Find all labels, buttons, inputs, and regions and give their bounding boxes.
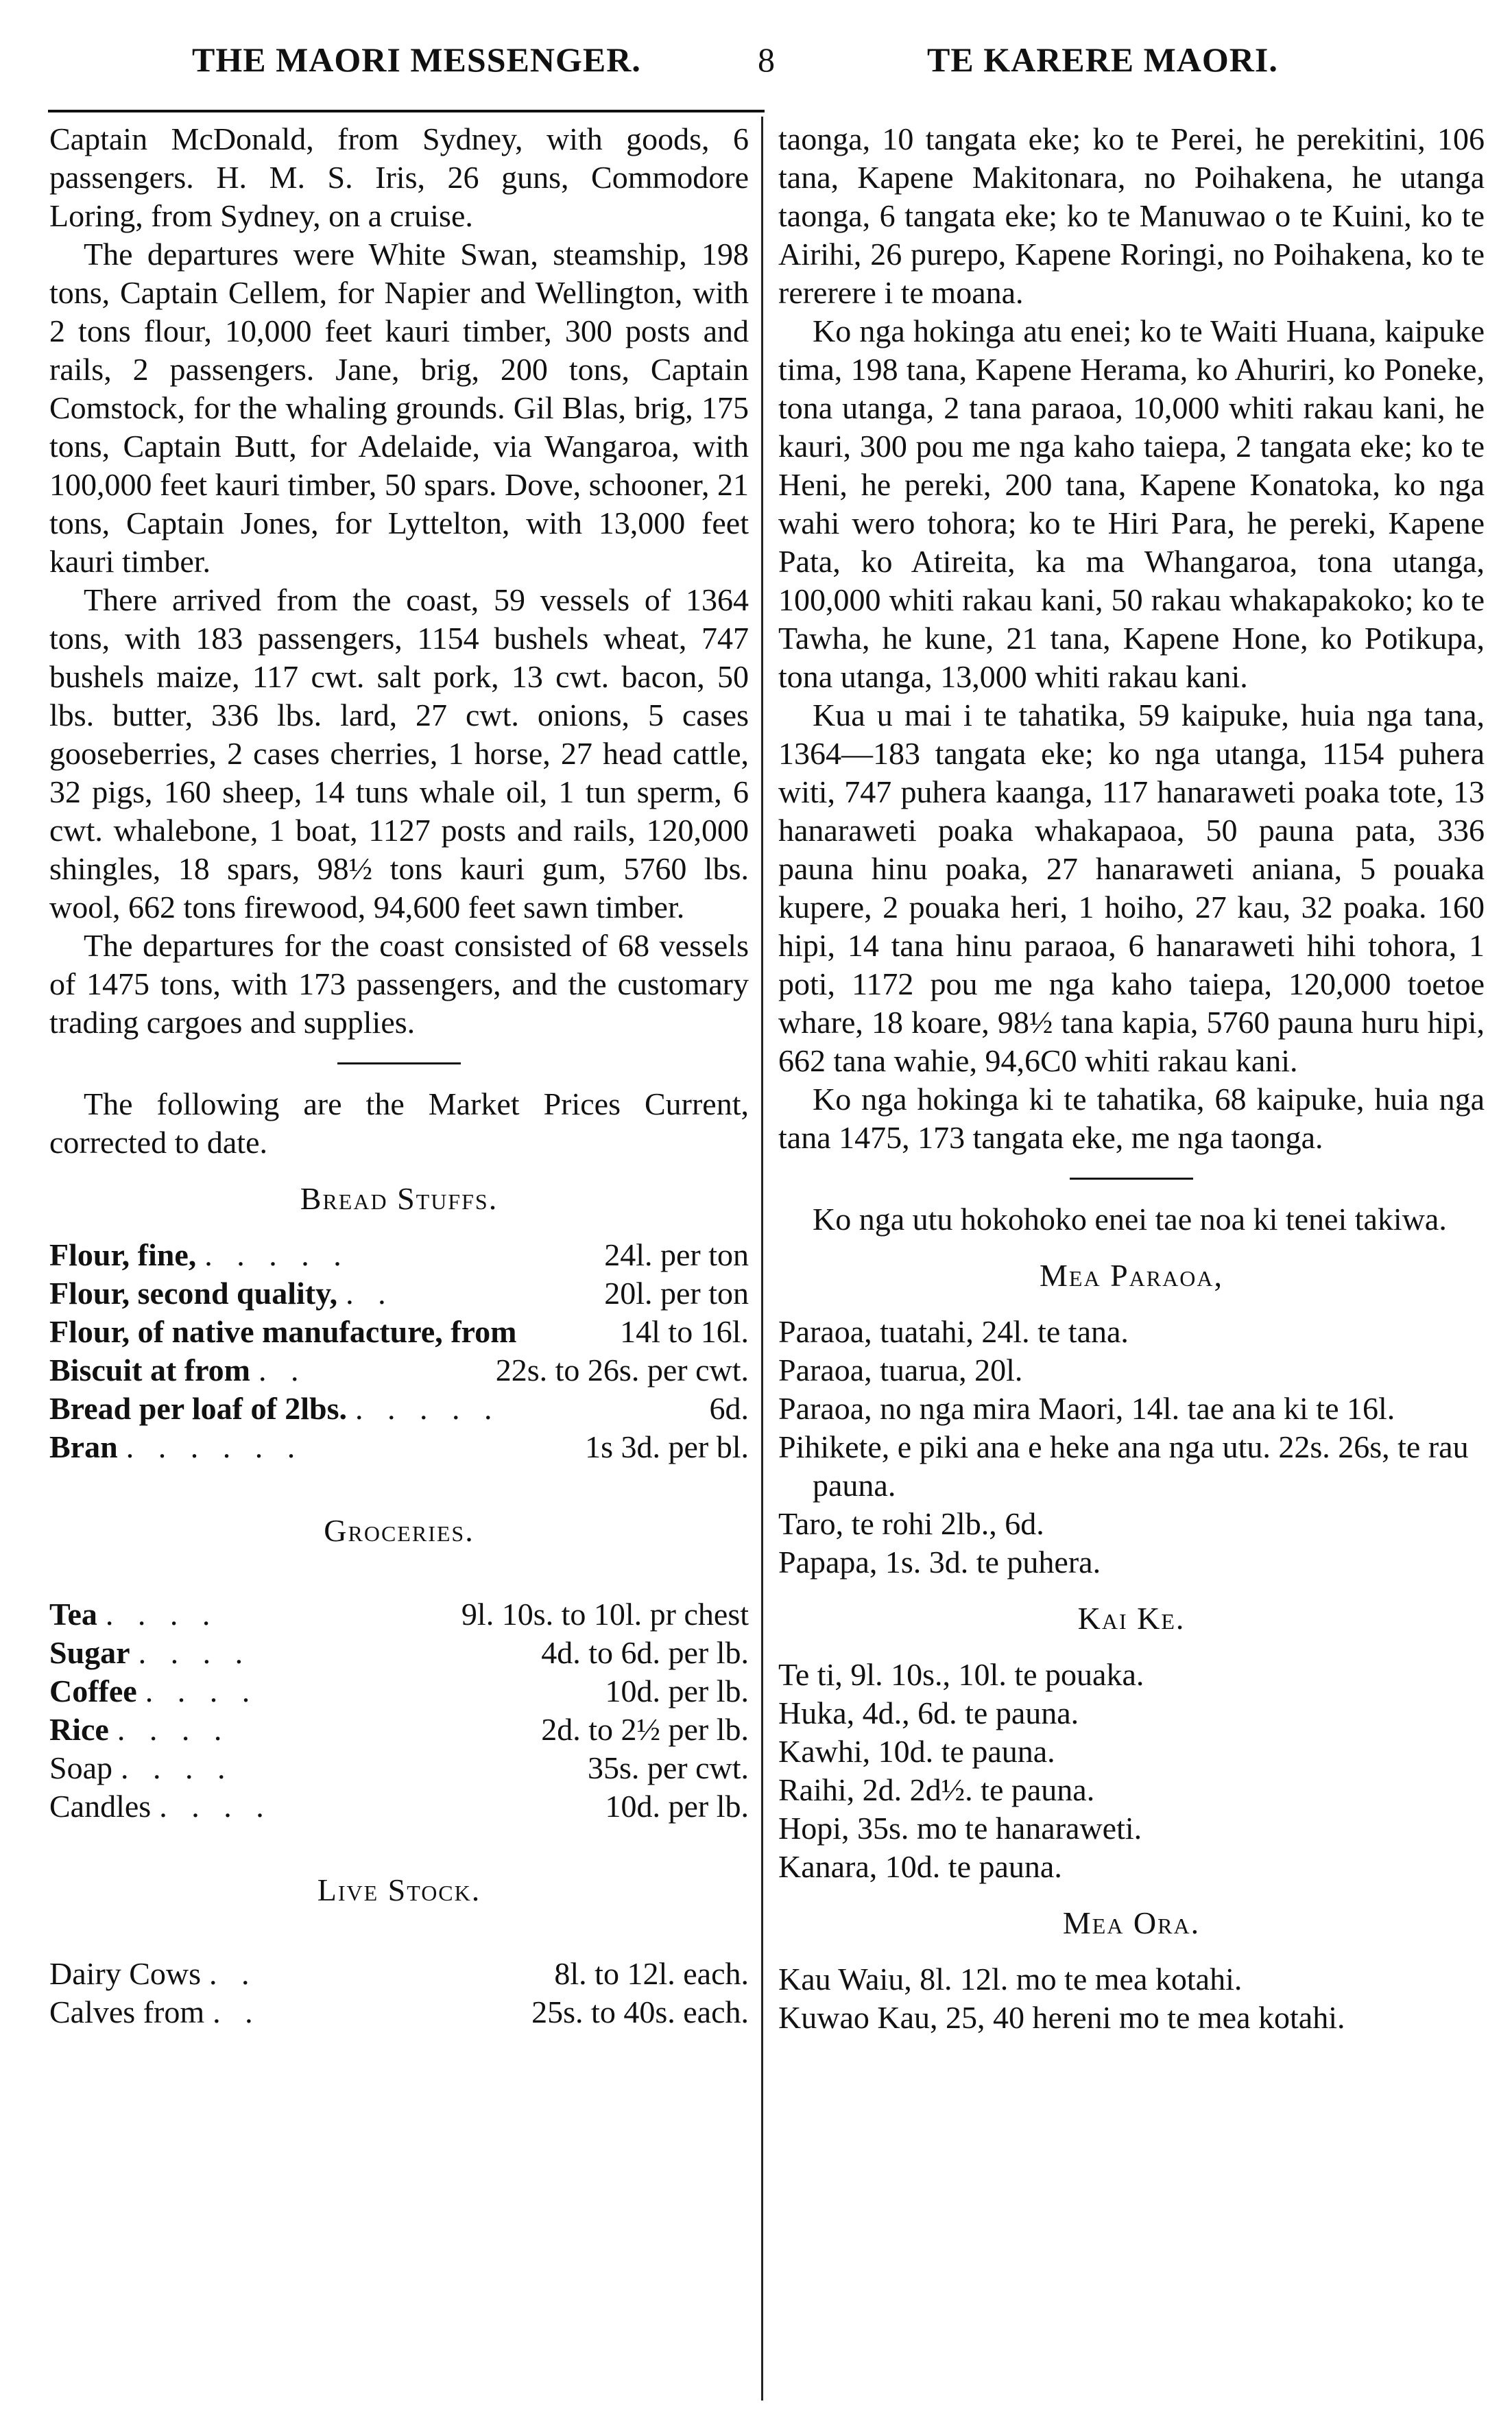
page-header bbox=[48, 40, 1464, 95]
price-value: 9l. 10s. to 10l. pr chest bbox=[461, 1597, 749, 1632]
coastal-departures-paragraph: The departures for the coast consisted of 68 vessels of 1475 tons, with 173 passengers, and the customary trading cargoes and supplies. bbox=[49, 928, 749, 1040]
price-row bbox=[49, 1428, 749, 1466]
leader-dots: . . bbox=[259, 1353, 307, 1387]
coastal-arrivals-paragraph: There arrived from the coast, 59 vessels of 1364 tons, with 183 passengers, 1154 bushels wheat, 747 bushels maize, 117 cwt. salt pork, 13 cwt. bacon, 50 lbs. butter, 336 lbs. lard, 27 cwt. onions, 5 cases gooseberries, 2 cases cherries, 1 horse, 27 head cattle, 32 pigs, 160 sheep, 14 tuns whale oil, 1 tun sperm, 6 cwt. whalebone, 1 boat, 1127 posts and rails, 120,000 shingles, 18 spars, 98½ tons kauri gum, 5760 lbs. wool, 662 tons firewood, 94,600 feet sawn timber. bbox=[49, 582, 749, 925]
price-label: Biscuit at from bbox=[49, 1353, 251, 1387]
price-row bbox=[49, 1236, 749, 1274]
english-masthead: THE MAORI MESSENGER. bbox=[192, 40, 641, 79]
header-rule bbox=[48, 110, 765, 112]
price-label: Dairy Cows bbox=[49, 1956, 202, 1991]
groceries-heading: Groceries. bbox=[324, 1513, 475, 1548]
spacer bbox=[49, 1466, 749, 1494]
spacer bbox=[49, 1568, 749, 1595]
price-label: Candles bbox=[49, 1789, 152, 1824]
price-row bbox=[49, 1711, 749, 1749]
price-row bbox=[49, 1390, 749, 1428]
shipping-paragraph: Captain McDonald, from Sydney, with goods, 6 passengers. H. M. S. Iris, 26 guns, Commodore Loring, from Sydney, on a cruise. bbox=[49, 121, 749, 233]
price-value: 4d. to 6d. per lb. bbox=[541, 1635, 749, 1670]
leader-dots: . . . . bbox=[121, 1750, 234, 1785]
price-label: Flour, of native manufacture, from bbox=[49, 1314, 517, 1349]
live-stock-heading: Live Stock. bbox=[317, 1872, 481, 1907]
price-label: Sugar bbox=[49, 1635, 130, 1670]
price-line: Paraoa, tuatahi, 24l. te tana. bbox=[778, 1314, 1129, 1349]
leader-dots: . . . . bbox=[145, 1673, 259, 1708]
price-value: 2d. to 2½ per lb. bbox=[541, 1712, 749, 1747]
groceries-heading: Kai Ke. bbox=[1077, 1601, 1186, 1636]
maori-column bbox=[778, 120, 1485, 2037]
price-row bbox=[49, 1634, 749, 1672]
leader-dots: . . . . bbox=[138, 1635, 252, 1670]
maori-masthead: TE KARERE MAORI. bbox=[927, 40, 1278, 79]
price-label: Soap bbox=[49, 1750, 112, 1785]
price-value: 10d. per lb. bbox=[605, 1673, 749, 1708]
live-stock-heading: Mea Ora. bbox=[1062, 1905, 1201, 1940]
price-line: Papapa, 1s. 3d. te puhera. bbox=[778, 1545, 1101, 1580]
bread-stuffs-heading: Bread Stuffs. bbox=[300, 1181, 499, 1216]
column-divider bbox=[761, 117, 763, 2401]
leader-dots: . . . . . bbox=[204, 1237, 350, 1272]
price-value: 35s. per cwt. bbox=[587, 1750, 749, 1785]
section-divider bbox=[337, 1062, 461, 1064]
section-divider bbox=[1070, 1178, 1193, 1180]
price-value: 20l. per ton bbox=[604, 1276, 749, 1311]
leader-dots: . . . . bbox=[117, 1712, 230, 1747]
price-row bbox=[49, 1749, 749, 1787]
coastal-arrivals-paragraph: Kua u mai i te tahatika, 59 kaipuke, huia nga tana, 1364—183 tangata eke; ko nga utanga, 1154 puhera witi, 747 puhera kaanga, 117 hanaraweti poaka tote, 13 hanaraweti poaka whakapaoa, 50 pauna pata, 336 pauna hinu poaka, 27 hanaraweti aniana, 5 pouaka kupere, 2 pouaka heri, 1 hoiho, 27 kau, 32 poaka. 160 hipi, 14 tana hinu paraoa, 6 hanaraweti hihi tohora, 1 poti, 1172 pou me nga kaho taiepa, 120,000 toetoe whare, 18 koare, 98½ tana kapia, 5760 pauna huru hipi, 662 tana wahie, 94,6C0 whiti rakau kani. bbox=[778, 698, 1485, 1078]
price-label: Bran bbox=[49, 1429, 118, 1464]
price-label: Flour, second quality, bbox=[49, 1276, 338, 1311]
leader-dots bbox=[516, 1313, 620, 1351]
shipping-paragraph: taonga, 10 tangata eke; ko te Perei, he perekitini, 106 tana, Kapene Makitonara, no Poihakena, he utanga taonga, 6 tangata eke; ko te Manuwao o te Kuini, ko te Airihi, 26 purepo, Kapene Roringi, no Poihakena, ko te rererere i te moana. bbox=[778, 121, 1485, 310]
leader-dots: . . bbox=[213, 1994, 261, 2029]
price-row bbox=[49, 1993, 749, 2032]
leader-dots: . . . . bbox=[105, 1597, 219, 1632]
price-row bbox=[49, 1313, 749, 1351]
spacer bbox=[49, 1826, 749, 1853]
price-label: Tea bbox=[49, 1597, 97, 1632]
price-row bbox=[49, 1955, 749, 1993]
leader-dots: . . bbox=[209, 1956, 258, 1991]
market-intro: Ko nga utu hokohoko enei tae noa ki tenei takiwa. bbox=[813, 1202, 1447, 1237]
price-label: Calves from bbox=[49, 1994, 205, 2029]
price-row bbox=[49, 1595, 749, 1634]
price-row bbox=[49, 1672, 749, 1711]
leader-dots: . . . . . bbox=[355, 1391, 501, 1426]
price-value: 1s 3d. per bl. bbox=[585, 1429, 749, 1464]
departures-paragraph: Ko nga hokinga atu enei; ko te Waiti Huana, kaipuke tima, 198 tana, Kapene Herama, ko Ahuriri, ko Poneke, tona utanga, 2 tana paraoa, 10,000 whiti rakau kani, he kauri, 300 pou me nga kaho taiepa, 2 tangata eke; ko te Heni, he pereki, 200 tana, Kapene Konatoka, ko nga wahi wero tohora; ko te Hiri Para, he pereki, Kapene Pata, ko Atireita, ka ma Whangaroa, tona utanga, 100,000 whiti rakau kani, 50 rakau whakapakoko; ko te Tawha, he kune, 21 tana, Kapene Hone, ko Potikupa, tona utanga, 13,000 whiti rakau kani. bbox=[778, 313, 1485, 694]
price-line: Huka, 4d., 6d. te pauna. bbox=[778, 1695, 1079, 1730]
price-value: 24l. per ton bbox=[604, 1237, 749, 1272]
coastal-departures-paragraph: Ko nga hokinga ki te tahatika, 68 kaipuke, huia nga tana 1475, 173 tangata eke, me nga taonga. bbox=[778, 1082, 1485, 1155]
price-line: Te ti, 9l. 10s., 10l. te pouaka. bbox=[778, 1657, 1144, 1692]
price-value: 6d. bbox=[709, 1391, 749, 1426]
price-line: Paraoa, tuarua, 20l. bbox=[778, 1353, 1023, 1387]
price-label: Rice bbox=[49, 1712, 109, 1747]
price-value: 22s. to 26s. per cwt. bbox=[495, 1353, 749, 1387]
price-line: Paraoa, no nga mira Maori, 14l. tae ana ki te 16l. bbox=[778, 1391, 1395, 1426]
price-line: Kanara, 10d. te pauna. bbox=[778, 1849, 1062, 1884]
departures-paragraph: The departures were White Swan, steamship, 198 tons, Captain Cellem, for Napier and Wellington, with 2 tons flour, 10,000 feet kauri timber, 300 posts and rails, 2 passengers. Jane, brig, 200 tons, Captain Comstock, for the whaling grounds. Gil Blas, brig, 175 tons, Captain Butt, for Adelaide, via Wangaroa, with 100,000 feet kauri timber, 50 spars. Dove, schooner, 21 tons, Captain Jones, for Lyttelton, with 13,000 feet kauri timber. bbox=[49, 237, 749, 579]
market-intro: The following are the Market Prices Current, corrected to date. bbox=[49, 1086, 749, 1160]
price-line: Hopi, 35s. mo te hanaraweti. bbox=[778, 1811, 1142, 1846]
price-line: Kuwao Kau, 25, 40 hereni mo te mea kotahi. bbox=[778, 2000, 1345, 2035]
bread-stuffs-heading: Mea Paraoa, bbox=[1040, 1258, 1223, 1293]
price-row bbox=[49, 1274, 749, 1313]
price-value: 8l. to 12l. each. bbox=[554, 1956, 749, 1991]
price-value: 14l to 16l. bbox=[620, 1314, 749, 1349]
price-label: Coffee bbox=[49, 1673, 137, 1708]
leader-dots: . . . . bbox=[159, 1789, 272, 1824]
price-line: Raihi, 2d. 2d½. te pauna. bbox=[778, 1772, 1095, 1807]
price-value: 10d. per lb. bbox=[605, 1789, 749, 1824]
price-line: Pihikete, e piki ana e heke ana nga utu. 22s. 26s, te rau pauna. bbox=[778, 1429, 1469, 1503]
spacer bbox=[49, 1927, 749, 1955]
english-column bbox=[49, 120, 749, 2032]
price-label: Flour, fine, bbox=[49, 1237, 197, 1272]
price-row bbox=[49, 1351, 749, 1390]
leader-dots: . . . . . . bbox=[125, 1429, 304, 1464]
price-row bbox=[49, 1787, 749, 1826]
price-line: Kawhi, 10d. te pauna. bbox=[778, 1734, 1055, 1769]
price-line: Kau Waiu, 8l. 12l. mo te mea kotahi. bbox=[778, 1962, 1243, 1997]
price-label: Bread per loaf of 2lbs. bbox=[49, 1391, 348, 1426]
leader-dots: . . bbox=[346, 1276, 394, 1311]
price-value: 25s. to 40s. each. bbox=[531, 1994, 749, 2029]
price-line: Taro, te rohi 2lb., 6d. bbox=[778, 1506, 1044, 1541]
page-number: 8 bbox=[758, 40, 776, 79]
